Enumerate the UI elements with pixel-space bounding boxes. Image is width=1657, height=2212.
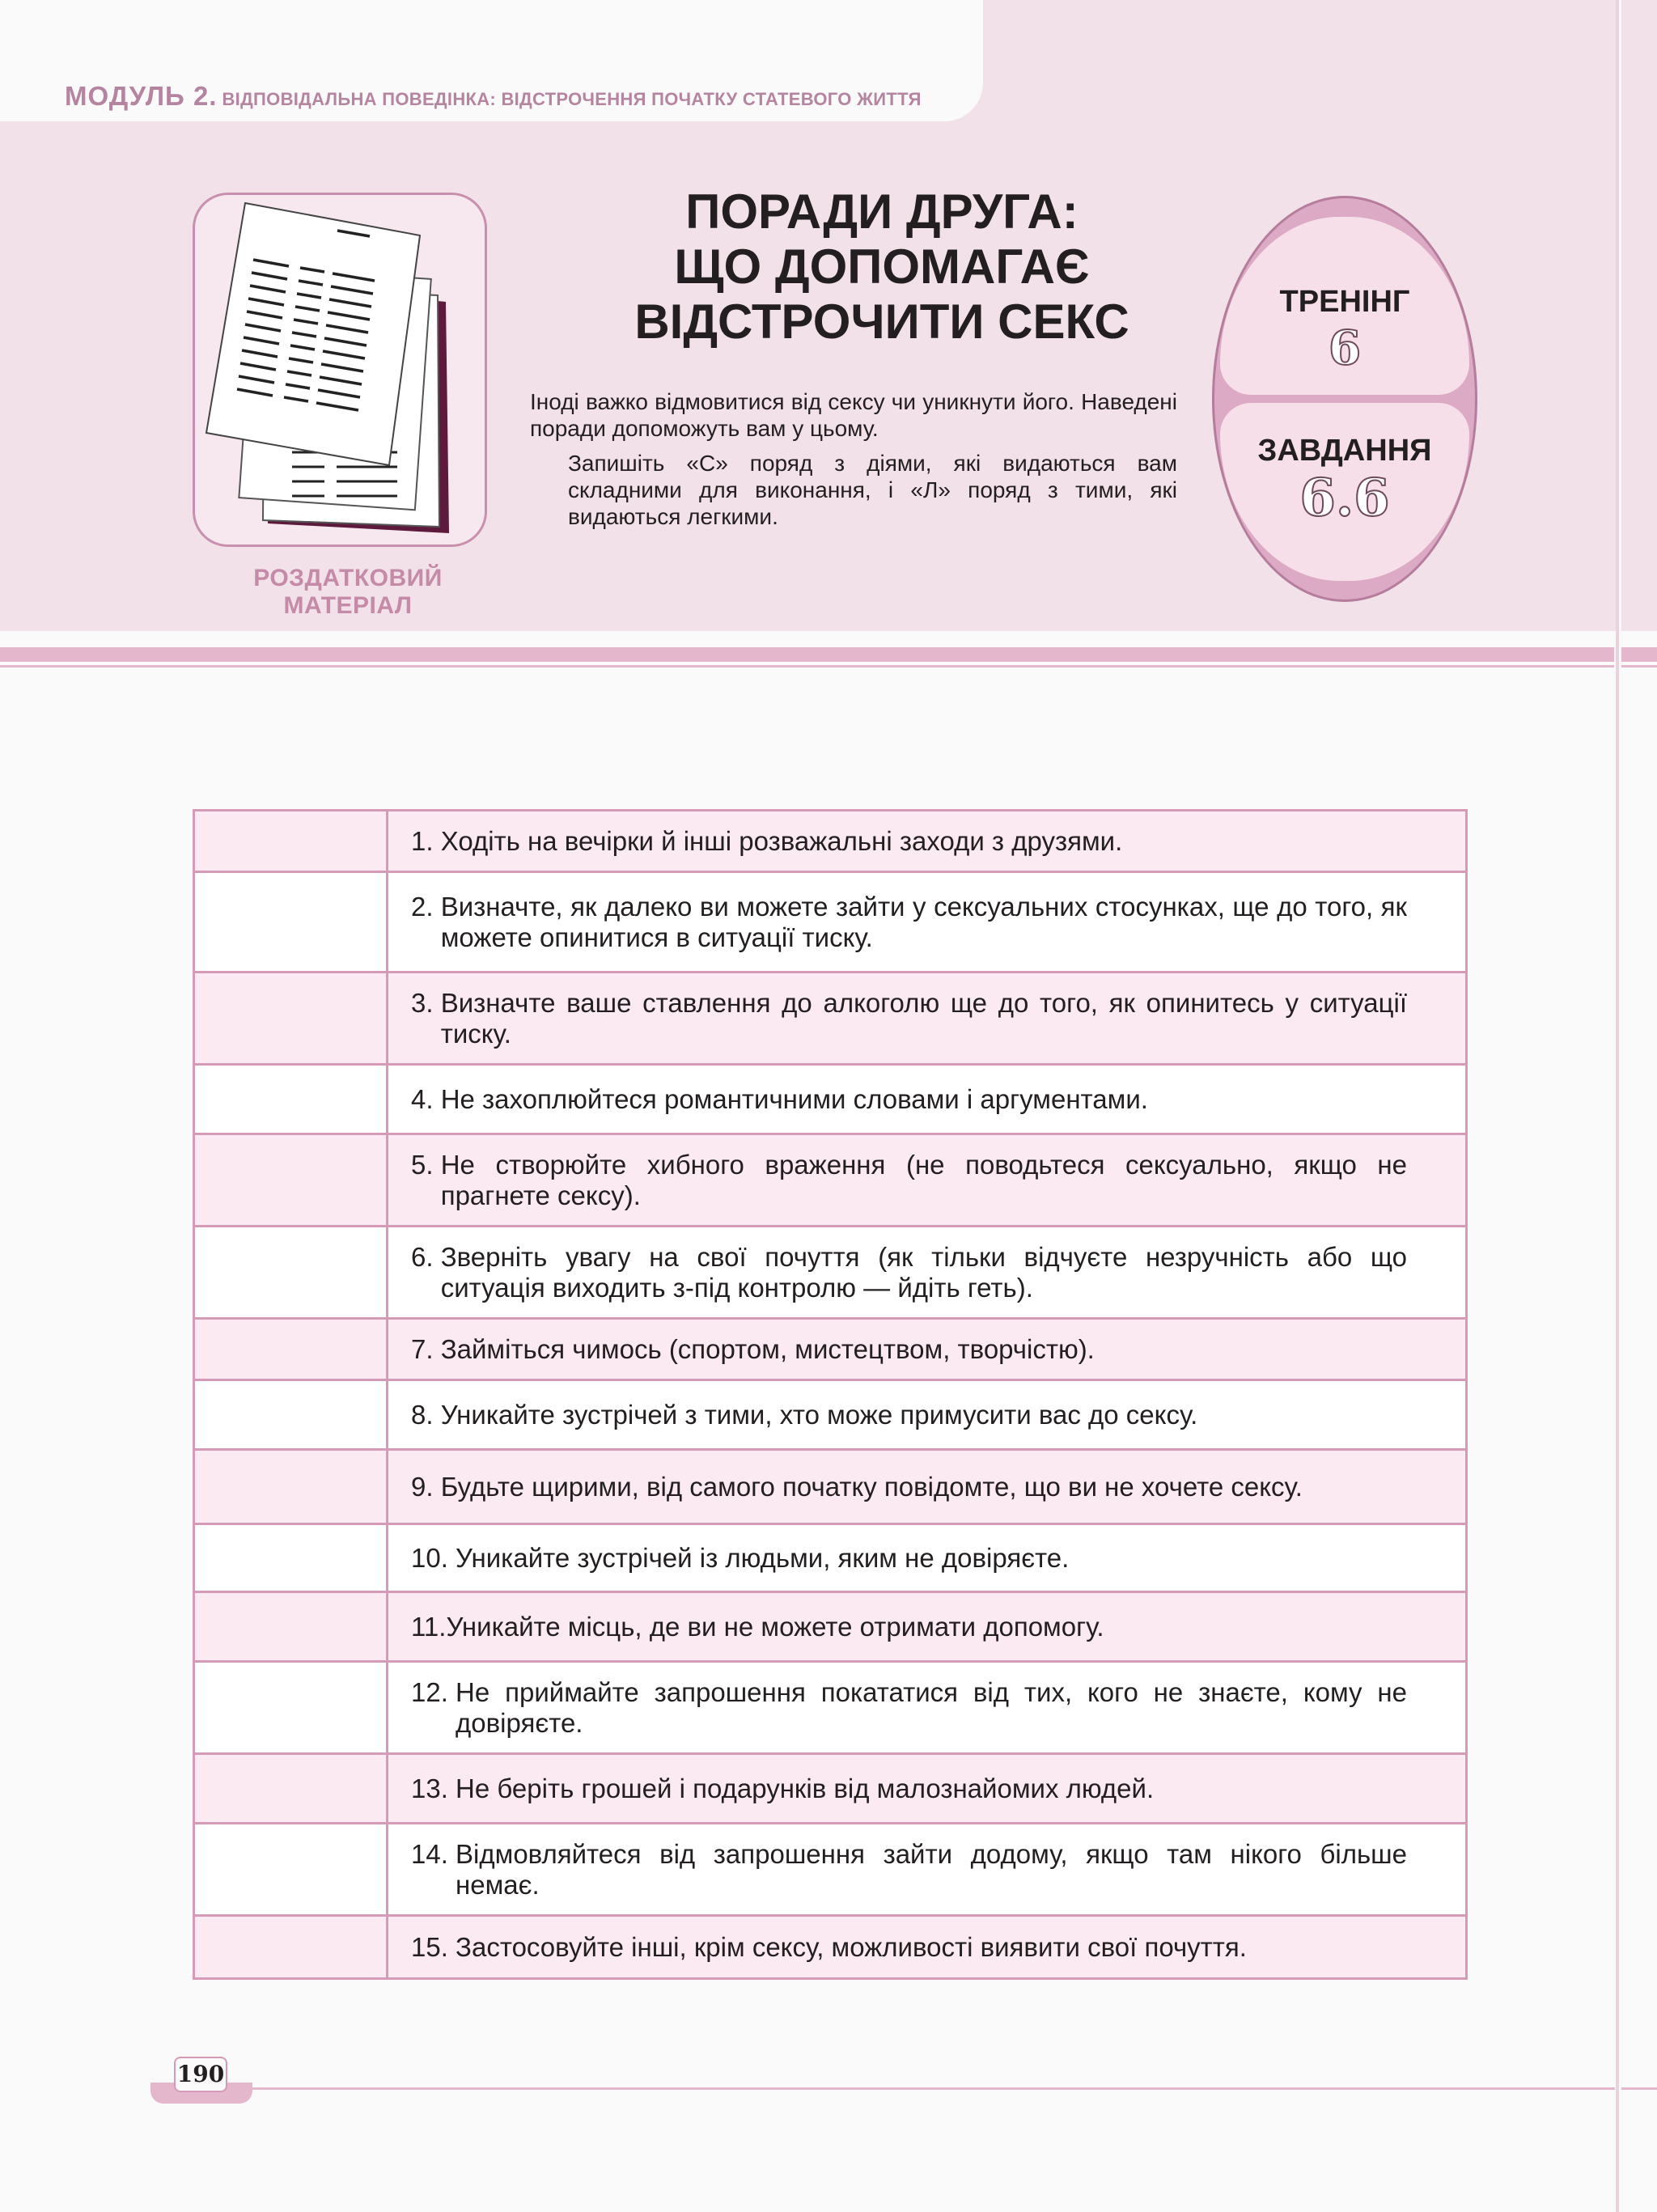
module-subtitle: ВІДПОВІДАЛЬНА ПОВЕДІНКА: ВІДСТРОЧЕННЯ ПОЧАТКУ СТАТЕВОГО ЖИТТЯ (222, 89, 922, 109)
tip-cell (388, 1916, 1467, 1979)
tip-cell (388, 1319, 1467, 1380)
tip-cell (388, 1824, 1467, 1916)
answer-cell[interactable] (194, 872, 388, 973)
tip-text: Уникайте зустрічей із людьми, яким не довіряєте. (456, 1542, 1070, 1573)
tip-text: Не приймайте запрошення покататися від тих, кого не знаєте, кому не довіряєте. (456, 1676, 1407, 1738)
tip-number: 15. (411, 1931, 456, 1962)
title-line1: ПОРАДИ ДРУГА: (685, 184, 1079, 239)
handout-caption-line2: МАТЕРІАЛ (283, 592, 413, 619)
table-row (194, 1754, 1467, 1824)
tip-cell (388, 1662, 1467, 1754)
training-label: ТРЕНІНГ (1279, 285, 1410, 319)
tip-number: 12. (411, 1676, 456, 1707)
footer-rule (150, 2087, 1615, 2090)
module-tab (0, 0, 983, 121)
tip-cell (388, 1450, 1467, 1524)
answer-cell[interactable] (194, 1824, 388, 1916)
instruction-text: Запишіть «С» поряд з діями, які видаються вам складними для виконання, і «Л» поряд з тими, які видаються легкими. (568, 451, 1177, 529)
answer-cell[interactable] (194, 973, 388, 1065)
table-row (194, 811, 1467, 872)
tip-cell (388, 811, 1467, 872)
task-number: 6.6 (1299, 468, 1390, 528)
table-row (194, 1916, 1467, 1979)
tip-text: Визначте ваше ставлення до алкоголю ще до того, як опинитесь у ситуації тиску. (440, 987, 1407, 1049)
tip-text: Зверніть увагу на свої почуття (як тільки відчуєте незручність або що ситуація виходить з-під контролю — йдіть геть). (440, 1241, 1407, 1303)
handout-icon-box (193, 193, 487, 547)
tip-text: Визначте, як далеко ви можете зайти у сексуальних стосунках, ще до того, як можете опинитися в ситуації тиску. (440, 891, 1407, 952)
tip-number: 4. (411, 1083, 441, 1114)
tip-text: Уникайте зустрічей з тими, хто може примусити вас до сексу. (440, 1399, 1198, 1430)
header-background-right (1621, 0, 1657, 631)
table-row (194, 973, 1467, 1065)
tip-number: 6. (411, 1241, 441, 1272)
answer-cell[interactable] (194, 1662, 388, 1754)
table-row (194, 1134, 1467, 1227)
tip-text: Ходіть на вечірки й інші розважальні заходи з друзями. (440, 825, 1123, 856)
header-divider-right (1621, 647, 1657, 662)
tip-cell (388, 1227, 1467, 1319)
module-heading (65, 81, 922, 112)
tip-cell (388, 973, 1467, 1065)
header-divider-thin (0, 665, 1614, 667)
answer-cell[interactable] (194, 1380, 388, 1450)
tip-cell (388, 1592, 1467, 1662)
tip-cell (388, 1754, 1467, 1824)
intro-text: Іноді важко відмовитися від сексу чи уникнути його. Наведені поради допоможуть вам у цьому. (530, 389, 1177, 441)
page-edge-line (1616, 0, 1619, 2212)
tip-cell (388, 1134, 1467, 1227)
tip-cell (388, 872, 1467, 973)
tip-text: Будьте щирими, від самого початку повідомте, що ви не хочете сексу. (440, 1471, 1303, 1502)
tip-text: Не беріть грошей і подарунків від малознайомих людей. (456, 1773, 1155, 1803)
table-row (194, 1227, 1467, 1319)
tip-cell (388, 1065, 1467, 1134)
table-row (194, 1450, 1467, 1524)
page-title (550, 184, 1214, 350)
task-label: ЗАВДАННЯ (1257, 434, 1432, 468)
table-row (194, 1824, 1467, 1916)
tip-cell (388, 1524, 1467, 1592)
title-line2: ЩО ДОПОМАГАЄ (674, 239, 1090, 294)
tip-text: Займіться чимось (спортом, мистецтвом, творчістю). (440, 1333, 1095, 1364)
tip-number: 10. (411, 1542, 456, 1573)
answer-cell[interactable] (194, 1319, 388, 1380)
tip-text: Застосовуйте інші, крім сексу, можливості виявити свої почуття. (456, 1931, 1247, 1962)
handout-caption-line1: РОЗДАТКОВИЙ (253, 565, 443, 591)
tip-cell (388, 1380, 1467, 1450)
answer-cell[interactable] (194, 1592, 388, 1662)
table-row (194, 1662, 1467, 1754)
module-number: МОДУЛЬ 2. (65, 81, 218, 111)
tip-number: 8. (411, 1399, 441, 1430)
table-row (194, 1592, 1467, 1662)
tip-number: 3. (411, 987, 441, 1018)
tip-number: 11. (411, 1611, 447, 1642)
tip-number: 13. (411, 1773, 456, 1803)
tip-number: 9. (411, 1471, 441, 1502)
answer-cell[interactable] (194, 1916, 388, 1979)
footer-rule-right (1621, 2087, 1657, 2090)
tip-number: 2. (411, 891, 441, 922)
answer-cell[interactable] (194, 1227, 388, 1319)
tip-text: Уникайте місць, де ви не можете отримати допомогу. (446, 1611, 1104, 1642)
handout-caption (202, 565, 494, 620)
tip-number: 14. (411, 1838, 456, 1869)
table-row (194, 1319, 1467, 1380)
tip-number: 7. (411, 1333, 441, 1364)
header-divider-thin-right (1621, 665, 1657, 667)
answer-cell[interactable] (194, 1065, 388, 1134)
tip-text: Не захоплюйтеся романтичними словами і аргументами. (440, 1083, 1148, 1114)
header-divider (0, 647, 1614, 662)
tip-number: 5. (411, 1149, 441, 1180)
answer-cell[interactable] (194, 1524, 388, 1592)
tip-text: Відмовляйтеся від запрошення зайти додому, якщо там нікого більше немає. (456, 1838, 1407, 1900)
title-line3: ВІДСТРОЧИТИ СЕКС (634, 295, 1129, 349)
training-number: 6 (1328, 320, 1362, 375)
table-row (194, 872, 1467, 973)
document-stack-icon (195, 195, 489, 549)
page-number: 190 (174, 2057, 227, 2092)
answer-cell[interactable] (194, 811, 388, 872)
table-row (194, 1380, 1467, 1450)
answer-cell[interactable] (194, 1450, 388, 1524)
tip-text: Не створюйте хибного враження (не поводьтеся сексуально, якщо не прагнете сексу). (440, 1149, 1407, 1210)
tip-number: 1. (411, 825, 441, 856)
answer-cell[interactable] (194, 1754, 388, 1824)
table-row (194, 1524, 1467, 1592)
table-row (194, 1065, 1467, 1134)
answer-cell[interactable] (194, 1134, 388, 1227)
tips-table (193, 809, 1468, 1980)
